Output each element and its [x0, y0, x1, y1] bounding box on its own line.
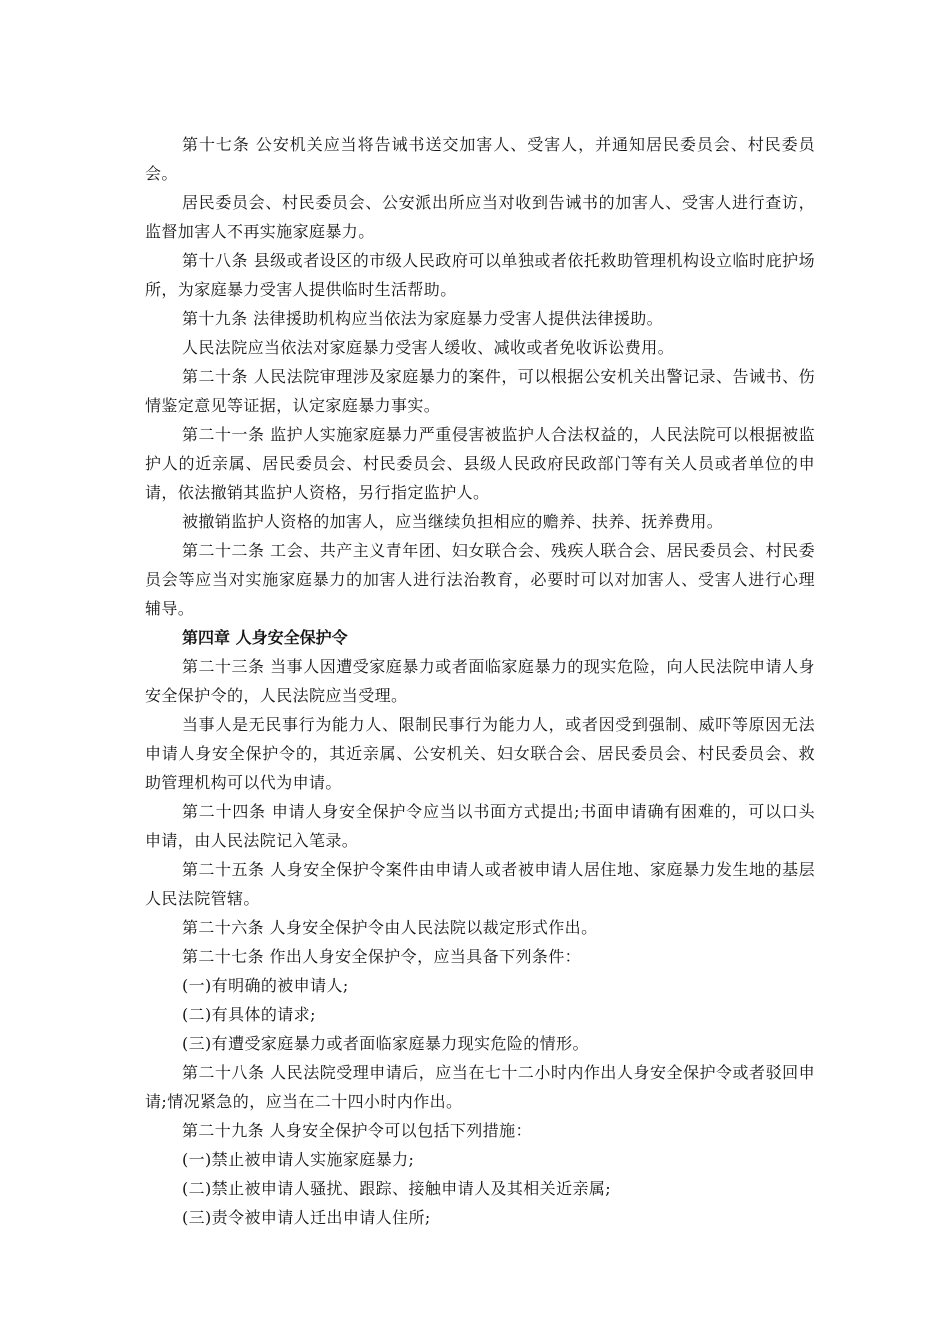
- article-27-item-3: (三)有遭受家庭暴力或者面临家庭暴力现实危险的情形。: [182, 1034, 589, 1053]
- article-20: 第二十条 人民法院审理涉及家庭暴力的案件，可以根据公安机关出警记录、告诫书、伤情鉴定意见等证据，认定家庭暴力事实。: [145, 367, 815, 415]
- article-17-para-2: 居民委员会、村民委员会、公安派出所应当对收到告诫书的加害人、受害人进行查访，监督加害人不再实施家庭暴力。: [145, 193, 815, 241]
- document-page: [145, 130, 815, 1232]
- article-19-para-2: 人民法院应当依法对家庭暴力受害人缓收、减收或者免收诉讼费用。: [182, 338, 675, 357]
- article-29-item-3: (三)责令被申请人迁出申请人住所;: [182, 1208, 431, 1227]
- article-26: 第二十六条 人身安全保护令由人民法院以裁定形式作出。: [182, 918, 598, 937]
- article-29-item-2: (二)禁止被申请人骚扰、跟踪、接触申请人及其相关近亲属;: [182, 1179, 612, 1198]
- article-24: 第二十四条 申请人身安全保护令应当以书面方式提出;书面申请确有困难的，可以口头申请，由人民法院记入笔录。: [145, 802, 815, 850]
- article-27-item-1: (一)有明确的被申请人;: [182, 976, 349, 995]
- article-25: 第二十五条 人身安全保护令案件由申请人或者被申请人居住地、家庭暴力发生地的基层人民法院管辖。: [145, 860, 815, 908]
- article-23-para-2: 当事人是无民事行为能力人、限制民事行为能力人，或者因受到强制、威吓等原因无法申请人身安全保护令的，其近亲属、公安机关、妇女联合会、居民委员会、村民委员会、救助管理机构可以代为申请。: [145, 715, 815, 792]
- article-19: 第十九条 法律援助机构应当依法为家庭暴力受害人提供法律援助。: [182, 309, 664, 328]
- article-29-item-1: (一)禁止被申请人实施家庭暴力;: [182, 1150, 415, 1169]
- article-29: 第二十九条 人身安全保护令可以包括下列措施：: [182, 1121, 532, 1140]
- article-27: 第二十七条 作出人身安全保护令，应当具备下列条件：: [182, 947, 582, 966]
- article-17: 第十七条 公安机关应当将告诫书送交加害人、受害人，并通知居民委员会、村民委员会。: [145, 135, 815, 183]
- article-21: 第二十一条 监护人实施家庭暴力严重侵害被监护人合法权益的，人民法院可以根据被监护人的近亲属、居民委员会、村民委员会、县级人民政府民政部门等有关人员或者单位的申请，依法撤销其监护人资格，另行指定监护人。: [145, 425, 815, 502]
- article-21-para-2: 被撤销监护人资格的加害人，应当继续负担相应的赡养、扶养、抚养费用。: [182, 512, 724, 531]
- article-22: 第二十二条 工会、共产主义青年团、妇女联合会、残疾人联合会、居民委员会、村民委员会等应当对实施家庭暴力的加害人进行法治教育，必要时可以对加害人、受害人进行心理辅导。: [145, 541, 815, 618]
- article-23: 第二十三条 当事人因遭受家庭暴力或者面临家庭暴力的现实危险，向人民法院申请人身安全保护令的，人民法院应当受理。: [145, 657, 815, 705]
- chapter-heading: 第四章 人身安全保护令: [182, 628, 348, 647]
- article-18: 第十八条 县级或者设区的市级人民政府可以单独或者依托救助管理机构设立临时庇护场所，为家庭暴力受害人提供临时生活帮助。: [145, 251, 815, 299]
- article-28: 第二十八条 人民法院受理申请后，应当在七十二小时内作出人身安全保护令或者驳回申请;情况紧急的，应当在二十四小时内作出。: [145, 1063, 815, 1111]
- article-27-item-2: (二)有具体的请求;: [182, 1005, 316, 1024]
